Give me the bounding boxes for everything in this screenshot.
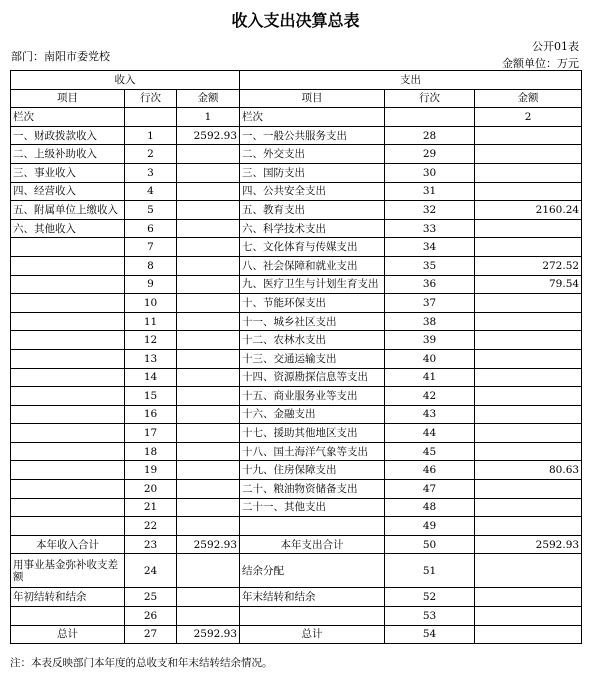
table-row — [11, 349, 582, 368]
table-row — [11, 275, 582, 294]
income-amount — [177, 256, 240, 275]
section-header-row — [11, 71, 582, 90]
income-item — [11, 387, 125, 406]
income-line-header: 行次 — [125, 89, 177, 108]
income-item: 三、事业收入 — [11, 163, 125, 182]
table-row — [11, 480, 582, 499]
expense-total-label: 本年支出合计 — [240, 535, 385, 554]
expense-amount: 2160.24 — [475, 201, 582, 220]
column-number-right: 2 — [475, 108, 582, 127]
table-row — [11, 238, 582, 257]
income-amount — [177, 442, 240, 461]
expense-item: 十四、资源勘探信息等支出 — [240, 368, 385, 387]
blank-right-line: 53 — [385, 607, 475, 626]
table-row — [11, 182, 582, 201]
expense-line: 37 — [385, 294, 475, 313]
column-number-blank-right — [385, 108, 475, 127]
table-row — [11, 201, 582, 220]
expense-item: 二十一、其他支出 — [240, 498, 385, 517]
income-total-line: 23 — [125, 535, 177, 554]
expense-amount — [475, 424, 582, 443]
amount-unit: 金额单位：万元 — [502, 57, 579, 70]
table-row — [11, 424, 582, 443]
column-number-blank-left — [125, 108, 177, 127]
income-line: 22 — [125, 517, 177, 536]
expense-amount — [475, 517, 582, 536]
expense-amount — [475, 368, 582, 387]
income-item: 二、上级补助收入 — [11, 145, 125, 164]
expense-amount: 272.52 — [475, 256, 582, 275]
expense-amount: 80.63 — [475, 461, 582, 480]
fund-balance-line: 24 — [125, 554, 177, 588]
expense-line: 41 — [385, 368, 475, 387]
table-row — [11, 294, 582, 313]
table-row — [11, 126, 582, 145]
expense-amount — [475, 219, 582, 238]
expense-line: 31 — [385, 182, 475, 201]
carryover-row — [11, 588, 582, 607]
column-label-left: 栏次 — [11, 108, 125, 127]
grand-total-right-amount — [475, 625, 582, 644]
expense-amount — [475, 238, 582, 257]
expense-line: 39 — [385, 331, 475, 350]
income-amount — [177, 182, 240, 201]
column-label-right: 栏次 — [240, 108, 385, 127]
expense-amount — [475, 294, 582, 313]
income-line: 2 — [125, 145, 177, 164]
income-amount — [177, 219, 240, 238]
surplus-distribution-amount — [475, 554, 582, 588]
income-item: 一、财政拨款收入 — [11, 126, 125, 145]
fund-balance-row — [11, 554, 582, 588]
expense-line: 34 — [385, 238, 475, 257]
expense-amount — [475, 498, 582, 517]
income-amount — [177, 461, 240, 480]
expense-item: 十九、住房保障支出 — [240, 461, 385, 480]
fund-balance-label: 用事业基金弥补收支差额 — [11, 554, 125, 588]
income-item: 四、经营收入 — [11, 182, 125, 201]
expense-line-header: 行次 — [385, 89, 475, 108]
expense-item: 二、外交支出 — [240, 145, 385, 164]
expense-amount — [475, 145, 582, 164]
table-row — [11, 219, 582, 238]
expense-item: 七、文化体育与传媒支出 — [240, 238, 385, 257]
expense-item: 四、公共安全支出 — [240, 182, 385, 201]
income-line: 10 — [125, 294, 177, 313]
closing-carryover-line: 52 — [385, 588, 475, 607]
opening-carryover-label: 年初结转和结余 — [11, 588, 125, 607]
income-item — [11, 461, 125, 480]
expense-total-line: 50 — [385, 535, 475, 554]
income-amount — [177, 163, 240, 182]
income-item — [11, 405, 125, 424]
expense-amount — [475, 387, 582, 406]
income-amount — [177, 480, 240, 499]
expense-item: 二十、粮油物资储备支出 — [240, 480, 385, 499]
expense-item: 十七、援助其他地区支出 — [240, 424, 385, 443]
expense-line: 42 — [385, 387, 475, 406]
table-row — [11, 331, 582, 350]
income-line: 17 — [125, 424, 177, 443]
opening-carryover-line: 25 — [125, 588, 177, 607]
income-line: 3 — [125, 163, 177, 182]
income-item — [11, 331, 125, 350]
income-amount — [177, 145, 240, 164]
expense-item: 一、一般公共服务支出 — [240, 126, 385, 145]
expense-line: 33 — [385, 219, 475, 238]
income-line: 20 — [125, 480, 177, 499]
report-title: 收入支出决算总表 — [231, 11, 360, 30]
expense-amount — [475, 405, 582, 424]
expense-line: 44 — [385, 424, 475, 443]
expense-line: 28 — [385, 126, 475, 145]
blank-left-item — [11, 607, 125, 626]
income-amount — [177, 331, 240, 350]
income-item — [11, 312, 125, 331]
income-item — [11, 294, 125, 313]
income-line: 12 — [125, 331, 177, 350]
income-amount — [177, 424, 240, 443]
expense-line: 46 — [385, 461, 475, 480]
expense-line: 30 — [385, 163, 475, 182]
table-row — [11, 442, 582, 461]
expense-line: 48 — [385, 498, 475, 517]
blank-left-amount — [177, 607, 240, 626]
table-row — [11, 498, 582, 517]
expense-amount: 79.54 — [475, 275, 582, 294]
expense-item: 三、国防支出 — [240, 163, 385, 182]
expense-line: 40 — [385, 349, 475, 368]
table-row — [11, 517, 582, 536]
expense-amount — [475, 163, 582, 182]
expense-line: 29 — [385, 145, 475, 164]
budget-summary-table — [10, 70, 582, 644]
department-label: 部门：南阳市委党校 — [11, 50, 110, 63]
expense-amount — [475, 349, 582, 368]
income-line: 5 — [125, 201, 177, 220]
table-row — [11, 312, 582, 331]
column-header-row — [11, 89, 582, 108]
table-row — [11, 145, 582, 164]
income-item — [11, 442, 125, 461]
income-amount — [177, 498, 240, 517]
income-amount — [177, 312, 240, 331]
income-line: 9 — [125, 275, 177, 294]
income-line: 7 — [125, 238, 177, 257]
income-total-label: 本年收入合计 — [11, 535, 125, 554]
income-amount — [177, 275, 240, 294]
income-amount — [177, 349, 240, 368]
expense-amount-header: 金额 — [475, 89, 582, 108]
grand-total-left-label: 总计 — [11, 625, 125, 644]
income-line: 6 — [125, 219, 177, 238]
expense-item: 十八、国土海洋气象等支出 — [240, 442, 385, 461]
income-section-header: 收入 — [11, 71, 240, 90]
expense-line: 36 — [385, 275, 475, 294]
expense-amount — [475, 126, 582, 145]
expense-item — [240, 517, 385, 536]
expense-item: 六、科学技术支出 — [240, 219, 385, 238]
income-line: 18 — [125, 442, 177, 461]
blank-right-item — [240, 607, 385, 626]
income-item — [11, 349, 125, 368]
income-amount — [177, 238, 240, 257]
expense-amount — [475, 442, 582, 461]
expense-item: 十二、农林水支出 — [240, 331, 385, 350]
closing-carryover-amount — [475, 588, 582, 607]
expense-line: 45 — [385, 442, 475, 461]
table-row — [11, 163, 582, 182]
expense-item: 八、社会保障和就业支出 — [240, 256, 385, 275]
income-total-amount: 2592.93 — [177, 535, 240, 554]
annual-total-row — [11, 535, 582, 554]
expense-total-amount: 2592.93 — [475, 535, 582, 554]
surplus-distribution-label: 结余分配 — [240, 554, 385, 588]
expense-line: 47 — [385, 480, 475, 499]
income-item: 六、其他收入 — [11, 219, 125, 238]
income-amount — [177, 517, 240, 536]
income-item-header: 项目 — [11, 89, 125, 108]
income-amount — [177, 387, 240, 406]
income-item — [11, 238, 125, 257]
expense-line: 38 — [385, 312, 475, 331]
closing-carryover-label: 年末结转和结余 — [240, 588, 385, 607]
income-item — [11, 368, 125, 387]
expense-line: 32 — [385, 201, 475, 220]
income-item — [11, 517, 125, 536]
table-row — [11, 368, 582, 387]
expense-item: 十六、金融支出 — [240, 405, 385, 424]
expense-amount — [475, 331, 582, 350]
table-row — [11, 387, 582, 406]
fund-balance-amount — [177, 554, 240, 588]
expense-section-header: 支出 — [240, 71, 582, 90]
income-item — [11, 256, 125, 275]
expense-item: 十、节能环保支出 — [240, 294, 385, 313]
expense-line: 35 — [385, 256, 475, 275]
income-amount — [177, 405, 240, 424]
expense-amount — [475, 182, 582, 201]
blank-row — [11, 607, 582, 626]
grand-total-row — [11, 625, 582, 644]
grand-total-left-amount: 2592.93 — [177, 625, 240, 644]
income-item — [11, 480, 125, 499]
income-line: 19 — [125, 461, 177, 480]
income-line: 16 — [125, 405, 177, 424]
income-item — [11, 275, 125, 294]
income-line: 1 — [125, 126, 177, 145]
table-footer — [11, 535, 582, 643]
income-line: 21 — [125, 498, 177, 517]
income-amount: 2592.93 — [177, 126, 240, 145]
expense-line: 49 — [385, 517, 475, 536]
expense-amount — [475, 480, 582, 499]
income-line: 15 — [125, 387, 177, 406]
expense-amount — [475, 312, 582, 331]
grand-total-left-line: 27 — [125, 625, 177, 644]
income-line: 13 — [125, 349, 177, 368]
income-line: 11 — [125, 312, 177, 331]
income-line: 14 — [125, 368, 177, 387]
column-number-left: 1 — [177, 108, 240, 127]
income-item — [11, 424, 125, 443]
footnote: 注：本表反映部门本年度的总收支和年末结转结余情况。 — [10, 657, 273, 669]
expense-item: 十一、城乡社区支出 — [240, 312, 385, 331]
income-amount — [177, 201, 240, 220]
income-amount-header: 金额 — [177, 89, 240, 108]
income-amount — [177, 294, 240, 313]
grand-total-right-label: 总计 — [240, 625, 385, 644]
surplus-distribution-line: 51 — [385, 554, 475, 588]
grand-total-right-line: 54 — [385, 625, 475, 644]
opening-carryover-amount — [177, 588, 240, 607]
expense-line: 43 — [385, 405, 475, 424]
income-line: 4 — [125, 182, 177, 201]
expense-item: 十三、交通运输支出 — [240, 349, 385, 368]
blank-right-amount — [475, 607, 582, 626]
expense-item: 五、教育支出 — [240, 201, 385, 220]
expense-item-header: 项目 — [240, 89, 385, 108]
income-line: 8 — [125, 256, 177, 275]
expense-item: 十五、商业服务业等支出 — [240, 387, 385, 406]
form-number: 公开01表 — [532, 40, 579, 53]
table-row — [11, 461, 582, 480]
expense-item: 九、医疗卫生与计划生育支出 — [240, 275, 385, 294]
table-row — [11, 256, 582, 275]
table-row — [11, 405, 582, 424]
income-item: 五、附属单位上缴收入 — [11, 201, 125, 220]
table-body — [11, 71, 582, 536]
income-amount — [177, 368, 240, 387]
column-number-row — [11, 108, 582, 127]
blank-left-line: 26 — [125, 607, 177, 626]
income-item — [11, 498, 125, 517]
